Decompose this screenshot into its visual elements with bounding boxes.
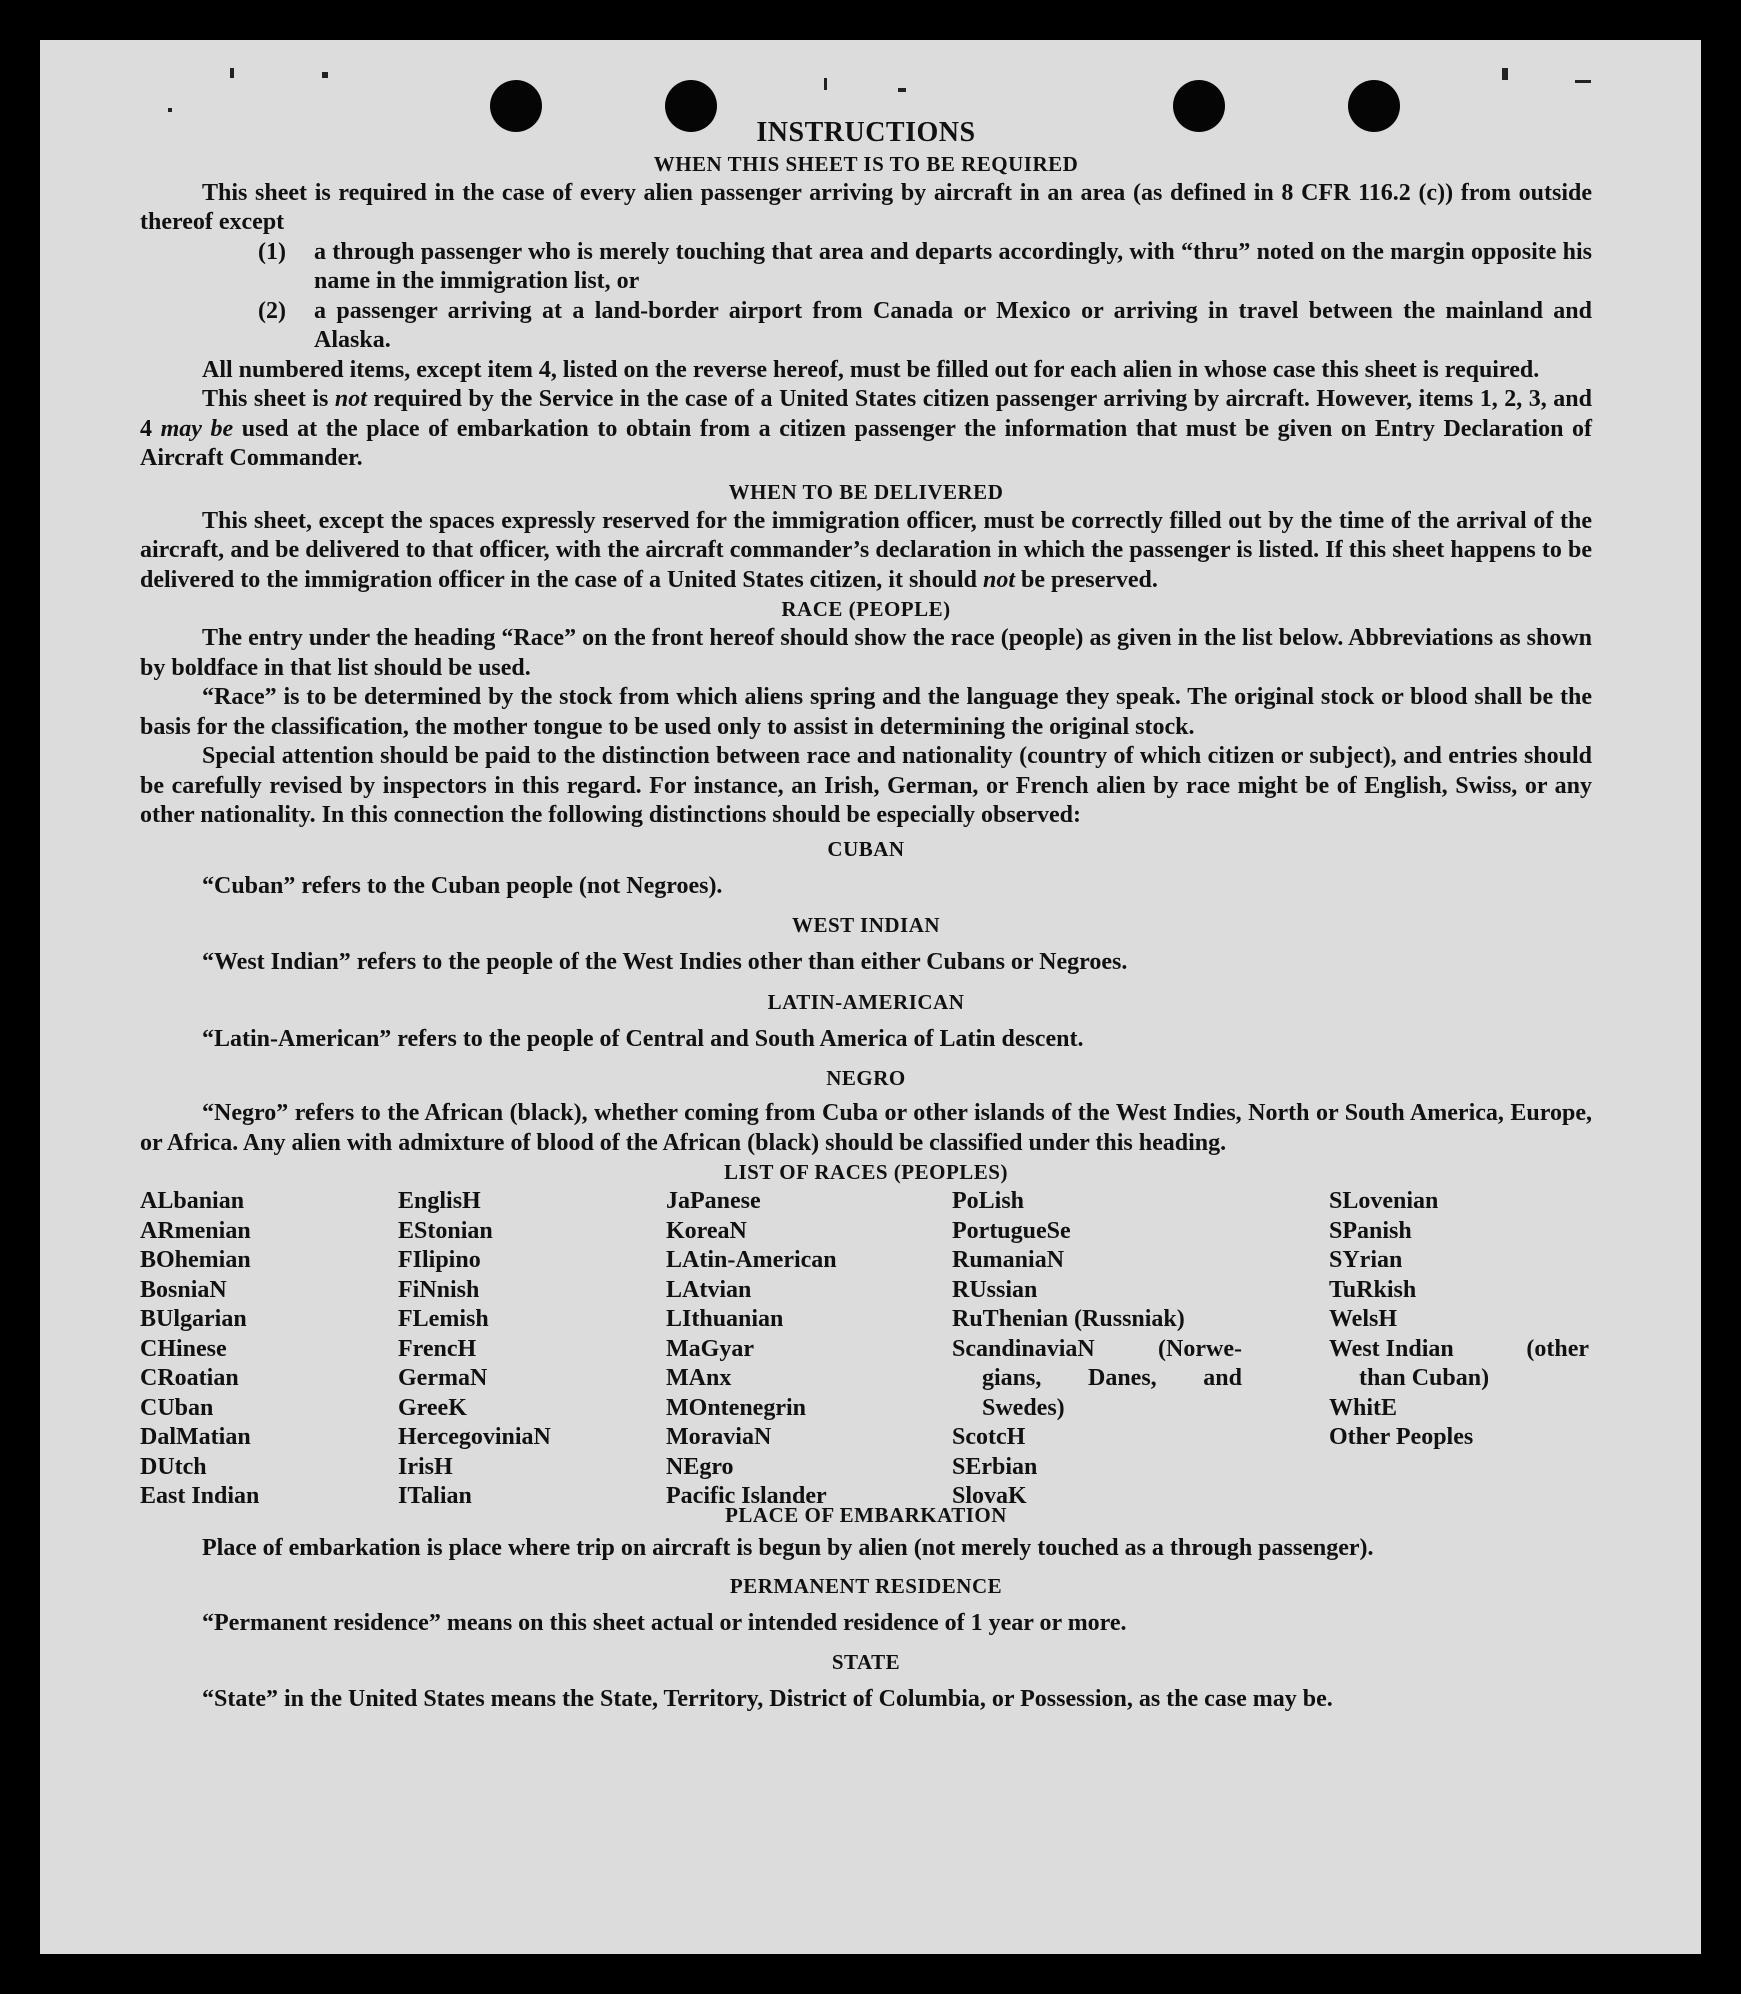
list-text: a through passenger who is merely touching that area and departs accordingly, with “thru” noted on the margin opposite his name in the immigration list, or — [314, 238, 1592, 294]
race-column-1: ALbanian ARmenian BOhemian BosniaN BUlgarian CHinese CRoatian CUban DalMatian DUtch East Indian — [140, 1188, 260, 1509]
section-heading-list-of-races: LIST OF RACES (PEOPLES) — [724, 1160, 1008, 1184]
speck — [168, 108, 172, 112]
italic-may-be: may be — [160, 415, 234, 442]
list-number: (1) — [258, 238, 286, 265]
paragraph: This sheet is not required by the Service in the case of a United States citizen passenger arriving by aircraft. However, items 1, 2, 3, and 4 may be used at the place of embarkation to obtain from a citizen passenger the information that must be given on Entry Declaration of Aircraft Commander. — [140, 386, 1593, 471]
speck — [230, 68, 234, 78]
paragraph: “Race” is to be determined by the stock from which aliens spring and the language they speak. The original stock or blood shall be the basis for the classification, the mother tongue to be used only to assist in determining the original stock. — [140, 684, 1592, 740]
paragraph: This sheet is required in the case of every alien passenger arriving by aircraft in an area (as defined in 8 CFR 116.2 (c)) from outside thereof except — [140, 179, 1592, 235]
list-text: a passenger arriving at a land-border airport from Canada or Mexico or arriving in travel between the mainland and Alaska. — [314, 297, 1592, 353]
speck — [322, 72, 328, 78]
speck — [824, 78, 827, 90]
section-heading-embarkation: PLACE OF EMBARKATION — [725, 1503, 1007, 1527]
instructions-content — [140, 118, 1592, 1715]
speck — [1575, 80, 1591, 83]
paragraph: “Negro” refers to the African (black), whether coming from Cuba or other islands of the West Indies, North or South America, Europe, or Africa. Any alien with admixture of blood of the African (black) should be classified under this heading. — [140, 1100, 1592, 1156]
speck — [898, 88, 906, 92]
paragraph: “Cuban” refers to the Cuban people (not Negroes). — [202, 872, 723, 899]
speck — [1502, 68, 1508, 80]
race-column-3: JaPanese KoreaN LAtin-American LAtvian LIthuanian MaGyar MAnx MOntenegrin MoraviaN NEgro Pacific Islander — [666, 1188, 837, 1509]
section-heading-cuban: CUBAN — [827, 836, 905, 861]
scandinavian-entry-cont: gians, Danes, and — [982, 1365, 1242, 1391]
west-indian-entry: West Indian (other — [1329, 1335, 1589, 1362]
race-column-5: SLovenian SPanish SYrian TuRkish WelsH West Indian (other than Cuban) WhitE Other Peoples — [1329, 1188, 1589, 1450]
section-heading-required: WHEN THIS SHEET IS TO BE REQUIRED — [653, 151, 1079, 176]
page-title: INSTRUCTIONS — [756, 117, 976, 148]
list-item — [258, 238, 1592, 297]
race-column-4: PoLish PortugueSe RumaniaN RUssian RuThenian (Russniak) ScandinaviaN (Norwe- gians, Danes, and Swedes) ScotcH SErbian SlovaK — [952, 1188, 1242, 1509]
scandinavian-entry: ScandinaviaN (Norwe- — [952, 1335, 1242, 1362]
paragraph: “Permanent residence” means on this sheet actual or intended residence of 1 year or more. — [202, 1609, 1127, 1636]
race-list — [140, 1187, 1592, 1509]
list-item — [258, 297, 1592, 356]
section-heading-negro: NEGRO — [826, 1066, 906, 1090]
section-heading-delivered: WHEN TO BE DELIVERED — [728, 479, 1004, 504]
italic-not: not — [983, 566, 1016, 593]
section-heading-state: STATE — [831, 1650, 901, 1674]
paragraph: “State” in the United States means the State, Territory, District of Columbia, or Possession, as the case may be. — [202, 1686, 1333, 1712]
paragraph: Special attention should be paid to the distinction between race and nationality (country of which citizen or subject), and entries should be carefully revised by inspectors in this regard. For instance, an Irish, German, or French alien by race might be of English, Swiss, or any other nationality. In this connection the following distinctions should be especially observed: — [140, 743, 1592, 828]
section-heading-latin-american: LATIN-AMERICAN — [767, 989, 965, 1014]
paragraph: “Latin-American” refers to the people of Central and South America of Latin descent. — [202, 1025, 1084, 1052]
paragraph: All numbered items, except item 4, listed on the reverse hereof, must be filled out for each alien in whose case this sheet is required. — [202, 356, 1540, 383]
section-heading-race: RACE (PEOPLE) — [781, 597, 951, 621]
paragraph: “West Indian” refers to the people of the West Indies other than either Cubans or Negroes. — [202, 949, 1128, 975]
race-column-2: EnglisH EStonian FIlipino FiNnish FLemish FrencH GermaN GreeK HercegoviniaN IrisH ITalian — [398, 1188, 551, 1509]
section-heading-west-indian: WEST INDIAN — [791, 913, 941, 937]
paragraph: The entry under the heading “Race” on the front hereof should show the race (people) as given in the list below. Abbreviations as shown by boldface in that list should be used. — [140, 625, 1592, 681]
document-page — [40, 40, 1701, 1954]
list-number: (2) — [258, 297, 286, 324]
paragraph: Place of embarkation is place where trip on aircraft is begun by alien (not merely touched as a through passenger). — [202, 1535, 1374, 1561]
italic-not: not — [334, 386, 367, 412]
paragraph: This sheet, except the spaces expressly reserved for the immigration officer, must be correctly filled out by the time of the arrival of the aircraft, and be delivered to that officer, with the aircraft commander’s declaration in which the passenger is listed. If this sheet happens to be delivered to the immigration officer in the case of a United States citizen, it should not be preserved. — [140, 507, 1592, 593]
section-heading-residence: PERMANENT RESIDENCE — [729, 1573, 1003, 1598]
